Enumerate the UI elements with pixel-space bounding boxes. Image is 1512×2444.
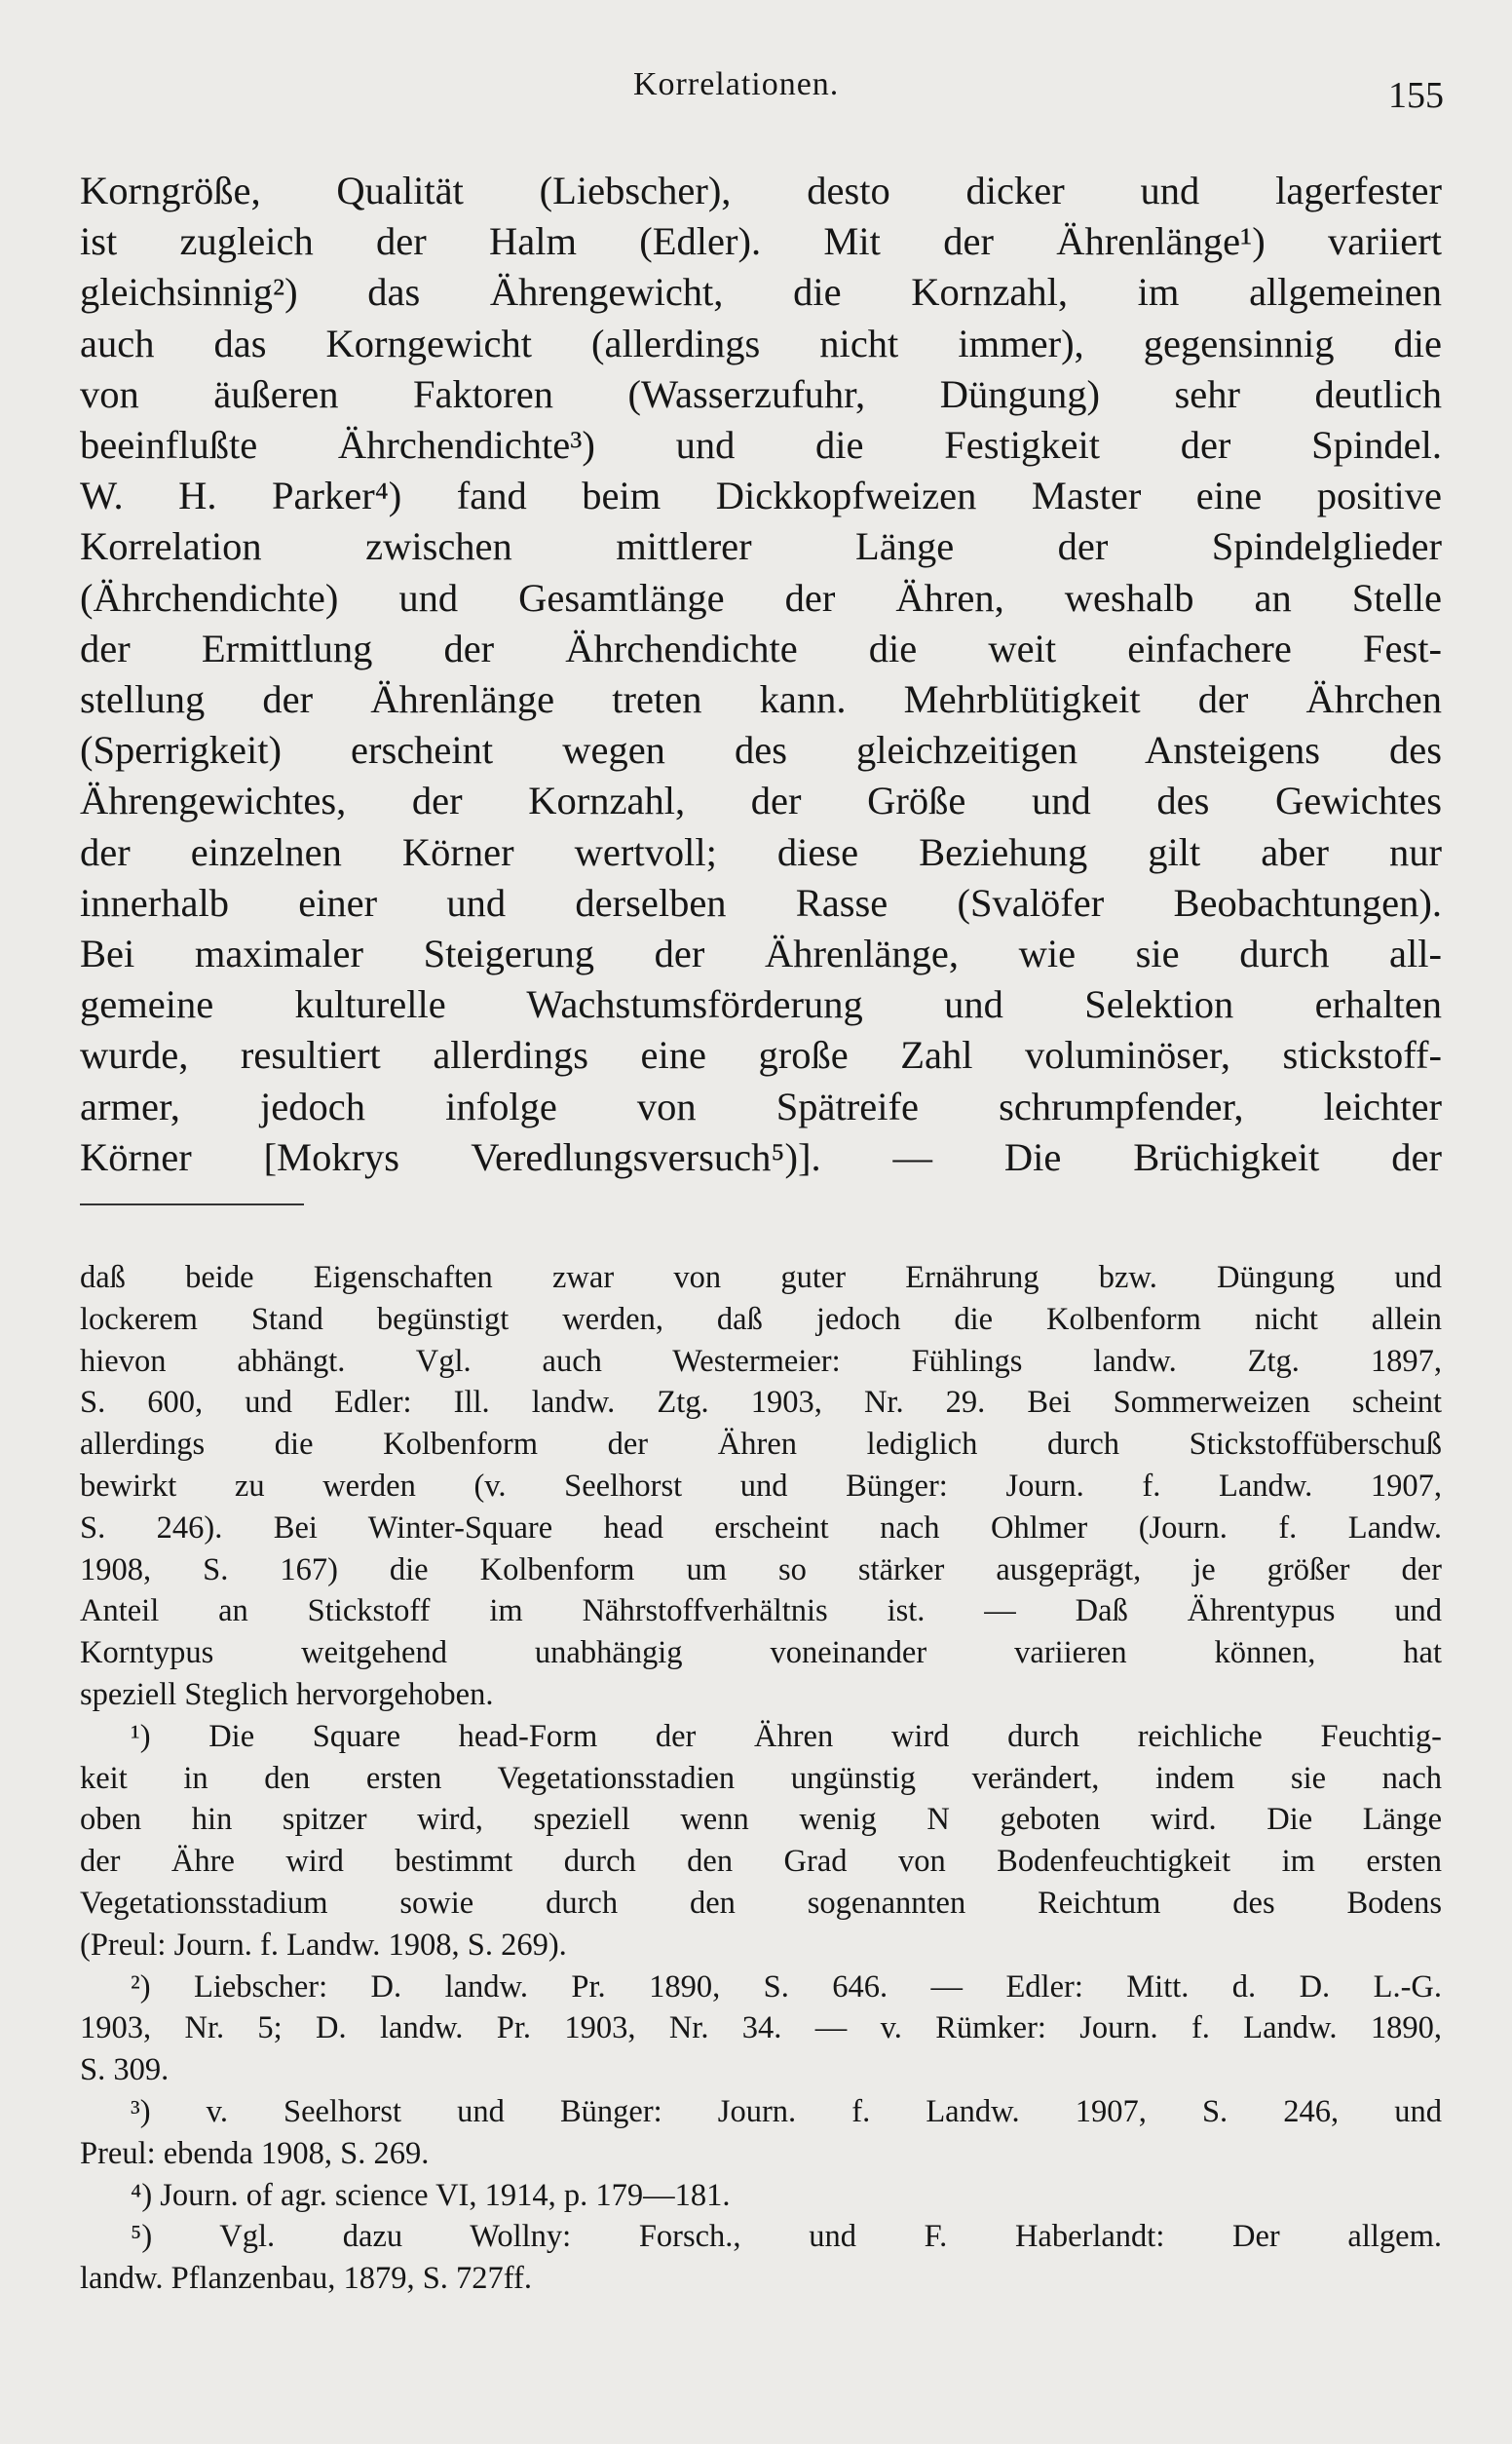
text-line: der einzelnen Körner wertvoll; diese Beziehung gilt aber nur (80, 829, 1442, 874)
footnote-line: hievon abhängt. Vgl. auch Westermeier: Fühlings landw. Ztg. 1897, (80, 1343, 1442, 1379)
footnote-line: Vegetationsstadium sowie durch den sogenannten Reichtum des Bodens (80, 1885, 1442, 1921)
text-line: gemeine kulturelle Wachstumsförderung und Selektion erhalten (80, 982, 1442, 1027)
footnote-line: bewirkt zu werden (v. Seelhorst und Bünger: Journ. f. Landw. 1907, (80, 1468, 1442, 1504)
text-line: (Sperrigkeit) erscheint wegen des gleichzeitigen Ansteigens des (80, 728, 1442, 773)
footnote-line: Korntypus weitgehend unabhängig voneinander variieren können, hat (80, 1635, 1442, 1671)
footnote-line: S. 600, und Edler: Ill. landw. Ztg. 1903, Nr. 29. Bei Sommerweizen scheint (80, 1385, 1442, 1421)
text-line: W. H. Parker⁴) fand beim Dickkopfweizen Master eine positive (80, 474, 1442, 518)
footnote-line: 1903, Nr. 5; D. landw. Pr. 1903, Nr. 34. — v. Rümker: Journ. f. Landw. 1890, (80, 2010, 1442, 2046)
text-line: Ährengewichtes, der Kornzahl, der Größe und des Gewichtes (80, 779, 1442, 823)
footnote-line: S. 309. (80, 2052, 170, 2088)
page-number: 155 (1388, 75, 1444, 116)
text-line: Bei maximaler Steigerung der Ährenlänge, wie sie durch all- (80, 932, 1442, 976)
text-line: auch das Korngewicht (allerdings nicht immer), gegensinnig die (80, 321, 1442, 365)
footnote-divider (80, 1203, 304, 1205)
footnote-line: lockerem Stand begünstigt werden, daß jedoch die Kolbenform nicht allein (80, 1301, 1442, 1337)
footnote-line: (Preul: Journ. f. Landw. 1908, S. 269). (80, 1927, 567, 1963)
footnote-line: allerdings die Kolbenform der Ähren lediglich durch Stickstoffüberschuß (80, 1427, 1442, 1463)
text-line: wurde, resultiert allerdings eine große Zahl voluminöser, stickstoff- (80, 1033, 1442, 1078)
text-line: der Ermittlung der Ährchendichte die weit einfachere Fest- (80, 626, 1442, 670)
footnote-line: S. 246). Bei Winter-Square head erscheint nach Ohlmer (Journ. f. Landw. (80, 1509, 1442, 1546)
text-line: von äußeren Faktoren (Wasserzufuhr, Düngung) sehr deutlich (80, 371, 1442, 416)
footnote-line: oben hin spitzer wird, speziell wenn wenig N geboten wird. Die Länge (80, 1802, 1442, 1838)
footnote-line: speziell Steglich hervorgehoben. (80, 1676, 494, 1712)
page-header (0, 62, 1512, 131)
text-line: armer, jedoch infolge von Spätreife schrumpfender, leichter (80, 1084, 1442, 1128)
text-line: innerhalb einer und derselben Rasse (Svalöfer Beobachtungen). (80, 880, 1442, 925)
text-line: stellung der Ährenlänge treten kann. Mehrblütigkeit der Ährchen (80, 677, 1442, 722)
text-line: (Ährchendichte) und Gesamtlänge der Ähren, weshalb an Stelle (80, 575, 1442, 620)
text-line: Körner [Mokrys Veredlungsversuch⁵)]. — Die Brüchigkeit der (80, 1134, 1442, 1179)
main-paragraph (80, 166, 1442, 1183)
footnote-4-line: ⁴) Journ. of agr. science VI, 1914, p. 179—181. (131, 2177, 731, 2213)
footnote-line: keit in den ersten Vegetationsstadien ungünstig verändert, indem sie nach (80, 1760, 1442, 1796)
footnote-2-line: ²) Liebscher: D. landw. Pr. 1890, S. 646. — Edler: Mitt. d. D. L.-G. (131, 1968, 1442, 2005)
footnotes (80, 1257, 1442, 2300)
text-line: gleichsinnig²) das Ährengewicht, die Kornzahl, im allgemeinen (80, 270, 1442, 315)
text-line: beeinflußte Ährchendichte³) und die Festigkeit der Spindel. (80, 423, 1442, 468)
text-line: ist zugleich der Halm (Edler). Mit der Ährenlänge¹) variiert (80, 219, 1442, 264)
running-title: Korrelationen. (633, 66, 840, 102)
footnote-line: 1908, S. 167) die Kolbenform um so stärker ausgeprägt, je größer der (80, 1551, 1442, 1587)
footnote-line: Preul: ebenda 1908, S. 269. (80, 2135, 430, 2171)
footnote-line: der Ähre wird bestimmt durch den Grad von Bodenfeuchtigkeit im ersten (80, 1844, 1442, 1880)
text-line: Korngröße, Qualität (Liebscher), desto dicker und lagerfester (80, 169, 1442, 212)
footnote-line: daß beide Eigenschaften zwar von guter Ernährung bzw. Düngung und (80, 1260, 1442, 1295)
footnote-line: Anteil an Stickstoff im Nährstoffverhältnis ist. — Daß Ährentypus und (80, 1593, 1442, 1629)
footnote-5-line: ⁵) Vgl. dazu Wollny: Forsch., und F. Haberlandt: Der allgem. (131, 2219, 1442, 2255)
footnote-1-line: ¹) Die Square head-Form der Ähren wird durch reichliche Feuchtig- (131, 1718, 1442, 1754)
footnote-line: landw. Pflanzenbau, 1879, S. 727ff. (80, 2261, 532, 2297)
footnote-3-line: ³) v. Seelhorst und Bünger: Journ. f. Landw. 1907, S. 246, und (131, 2093, 1442, 2129)
text-line: Korrelation zwischen mittlerer Länge der Spindelglieder (80, 524, 1442, 569)
